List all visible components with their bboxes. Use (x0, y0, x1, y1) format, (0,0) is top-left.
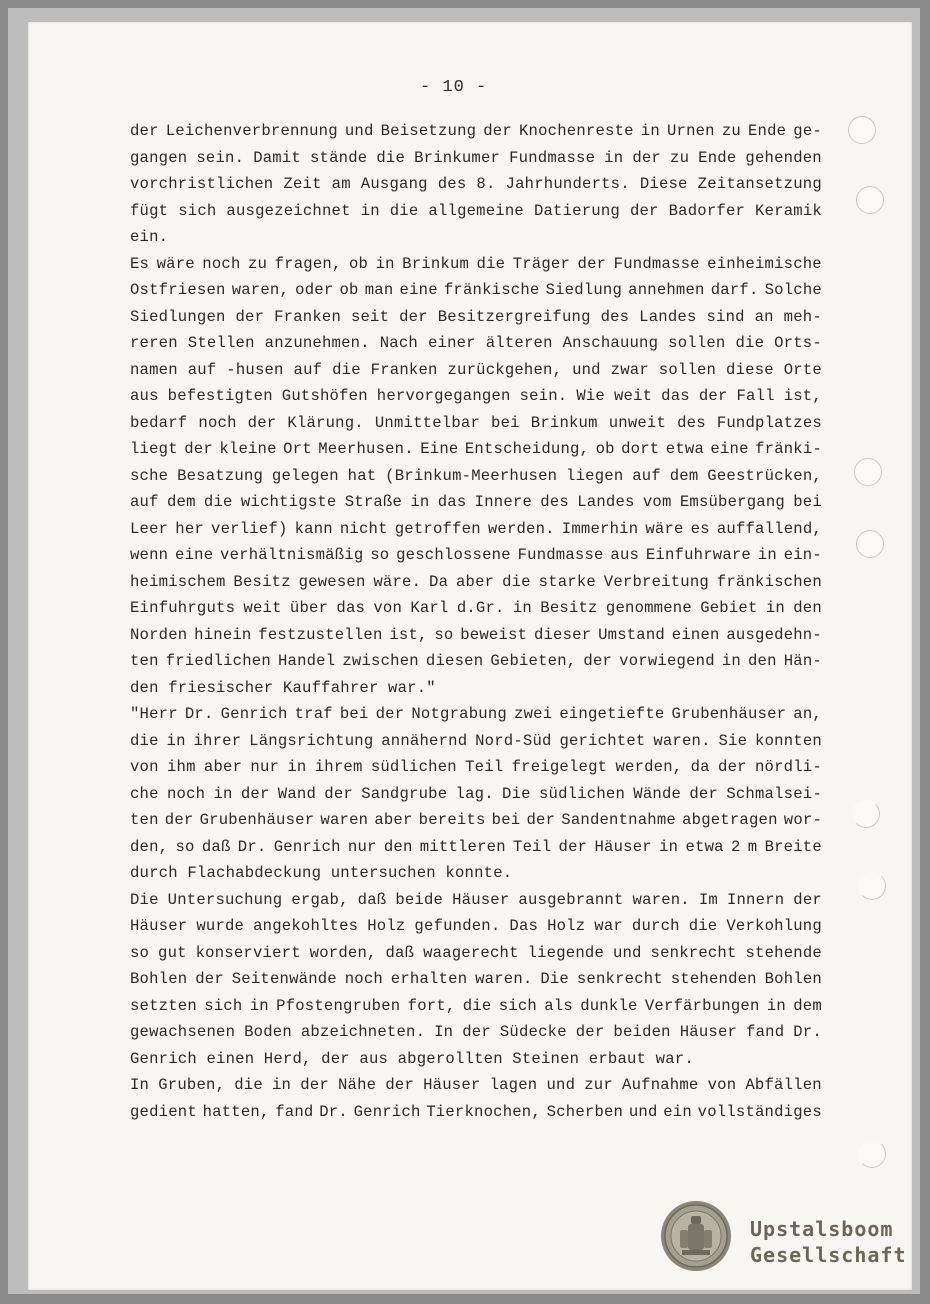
text-line: Ostfriesen waren, oder ob man eine fränkische Siedlung annehmen darf. Solche (130, 281, 822, 299)
punch-hole (848, 116, 876, 144)
text-line: Die Untersuchung ergab, daß beide Häuser ausgebrannt waren. Im Innern der (130, 890, 822, 909)
text-line: vorchristlichen Zeit am Ausgang des 8. Jahrhunderts. Diese Zeitansetzung (130, 175, 822, 193)
text-line: reren Stellen anzunehmen. Nach einer älteren Anschauung sollen die Orts- (130, 334, 822, 352)
text-line: liegt der kleine Ort Meerhusen. Eine Entscheidung, ob dort etwa eine fränki- (130, 440, 822, 458)
text-line: che noch in der Wand der Sandgrube lag. Die südlichen Wände der Schmalsei- (130, 784, 822, 803)
text-line: gangen sein. Damit stände die Brinkumer Fundmasse in der zu Ende gehenden (130, 148, 822, 167)
text-line: bedarf noch der Klärung. Unmittelbar bei Brinkum unweit des Fundplatzes (130, 413, 822, 432)
watermark-text (750, 1216, 907, 1268)
text-line: aus befestigten Gutshöfen hervorgegangen sein. Wie weit das der Fall ist, (130, 387, 822, 405)
watermark-line-1: Upstalsboom (750, 1217, 894, 1241)
text-line: gedient hatten, fand Dr. Genrich Tierknochen, Scherben und ein vollständiges (130, 1102, 822, 1121)
text-line: In Gruben, die in der Nähe der Häuser lagen und zur Aufnahme von Abfällen (130, 1076, 822, 1094)
text-line: Häuser wurde angekohltes Holz gefunden. Das Holz war durch die Verkohlung (130, 917, 822, 935)
watermark-line-2: Gesellschaft (750, 1243, 907, 1267)
punch-hole (852, 800, 880, 828)
punch-hole (854, 458, 882, 486)
text-line: den friesischer Kauffahrer war." (130, 678, 436, 697)
text-line: Genrich einen Herd, der aus abgerollten Steinen erbaut war. (130, 1049, 694, 1068)
text-line: ten der Grubenhäuser waren aber bereits bei der Sandentnahme abgetragen wor- (130, 811, 822, 829)
text-line: setzten sich in Pfostengruben fort, die sich als dunkle Verfärbungen in dem (130, 996, 822, 1015)
text-line: "Herr Dr. Genrich traf bei der Notgrabung zwei eingetiefte Grubenhäuser an, (130, 705, 822, 723)
text-line: gewachsenen Boden abzeichneten. In der Südecke der beiden Häuser fand Dr. (130, 1023, 822, 1041)
punch-hole (856, 186, 884, 214)
text-line: Einfuhrguts weit über das von Karl d.Gr. in Besitz genommene Gebiet in den (130, 599, 822, 617)
text-line: Es wäre noch zu fragen, ob in Brinkum die Träger der Fundmasse einheimische (130, 254, 822, 273)
text-line: ten friedlichen Handel zwischen diesen Gebieten, der vorwiegend in den Hän- (130, 652, 822, 670)
text-line: auf dem die wichtigste Straße in das Innere des Landes vom Emsübergang bei (130, 493, 822, 511)
text-line: wenn eine verhältnismäßig so geschlossene Fundmasse aus Einfuhrware in ein- (130, 546, 822, 564)
text-line: Bohlen der Seitenwände noch erhalten waren. Die senkrecht stehenden Bohlen (130, 970, 822, 988)
text-line: durch Flachabdeckung untersuchen konnte. (130, 864, 513, 882)
text-line: der Leichenverbrennung und Beisetzung der Knochenreste in Urnen zu Ende ge- (130, 122, 822, 140)
text-line: den, so daß Dr. Genrich nur den mittleren Teil der Häuser in etwa 2 m Breite (130, 837, 822, 856)
page-number: - 10 - (420, 78, 488, 97)
text-line: heimischem Besitz gewesen wäre. Da aber die starke Verbreitung fränkischen (130, 572, 822, 591)
text-line: ein. (130, 228, 169, 246)
text-line: von ihm aber nur in ihrem südlichen Teil freigelegt werden, da der nördli- (130, 758, 822, 776)
text-line: fügt sich ausgezeichnet in die allgemeine Datierung der Badorfer Keramik (130, 201, 822, 220)
document-body (130, 118, 822, 1125)
text-line: namen auf -husen auf die Franken zurückgehen, und zwar sollen diese Orte (130, 360, 822, 379)
punch-hole (856, 530, 884, 558)
text-line: Leer her verlief) kann nicht getroffen werden. Immerhin wäre es auffallend, (130, 519, 822, 538)
upstalsboom-seal-icon (660, 1200, 732, 1272)
punch-hole (858, 872, 886, 900)
punch-hole (858, 1140, 886, 1168)
text-line: Norden hinein festzustellen ist, so beweist dieser Umstand einen ausgedehn- (130, 625, 822, 644)
text-line: die in ihrer Längsrichtung annähernd Nord-Süd gerichtet waren. Sie konnten (130, 731, 822, 750)
text-line: so gut konserviert worden, daß waagerecht liegende und senkrecht stehende (130, 943, 822, 962)
text-line: sche Besatzung gelegen hat (Brinkum-Meerhusen liegen auf dem Geestrücken, (130, 466, 822, 485)
text-line: Siedlungen der Franken seit der Besitzergreifung des Landes sind an meh- (130, 307, 822, 326)
